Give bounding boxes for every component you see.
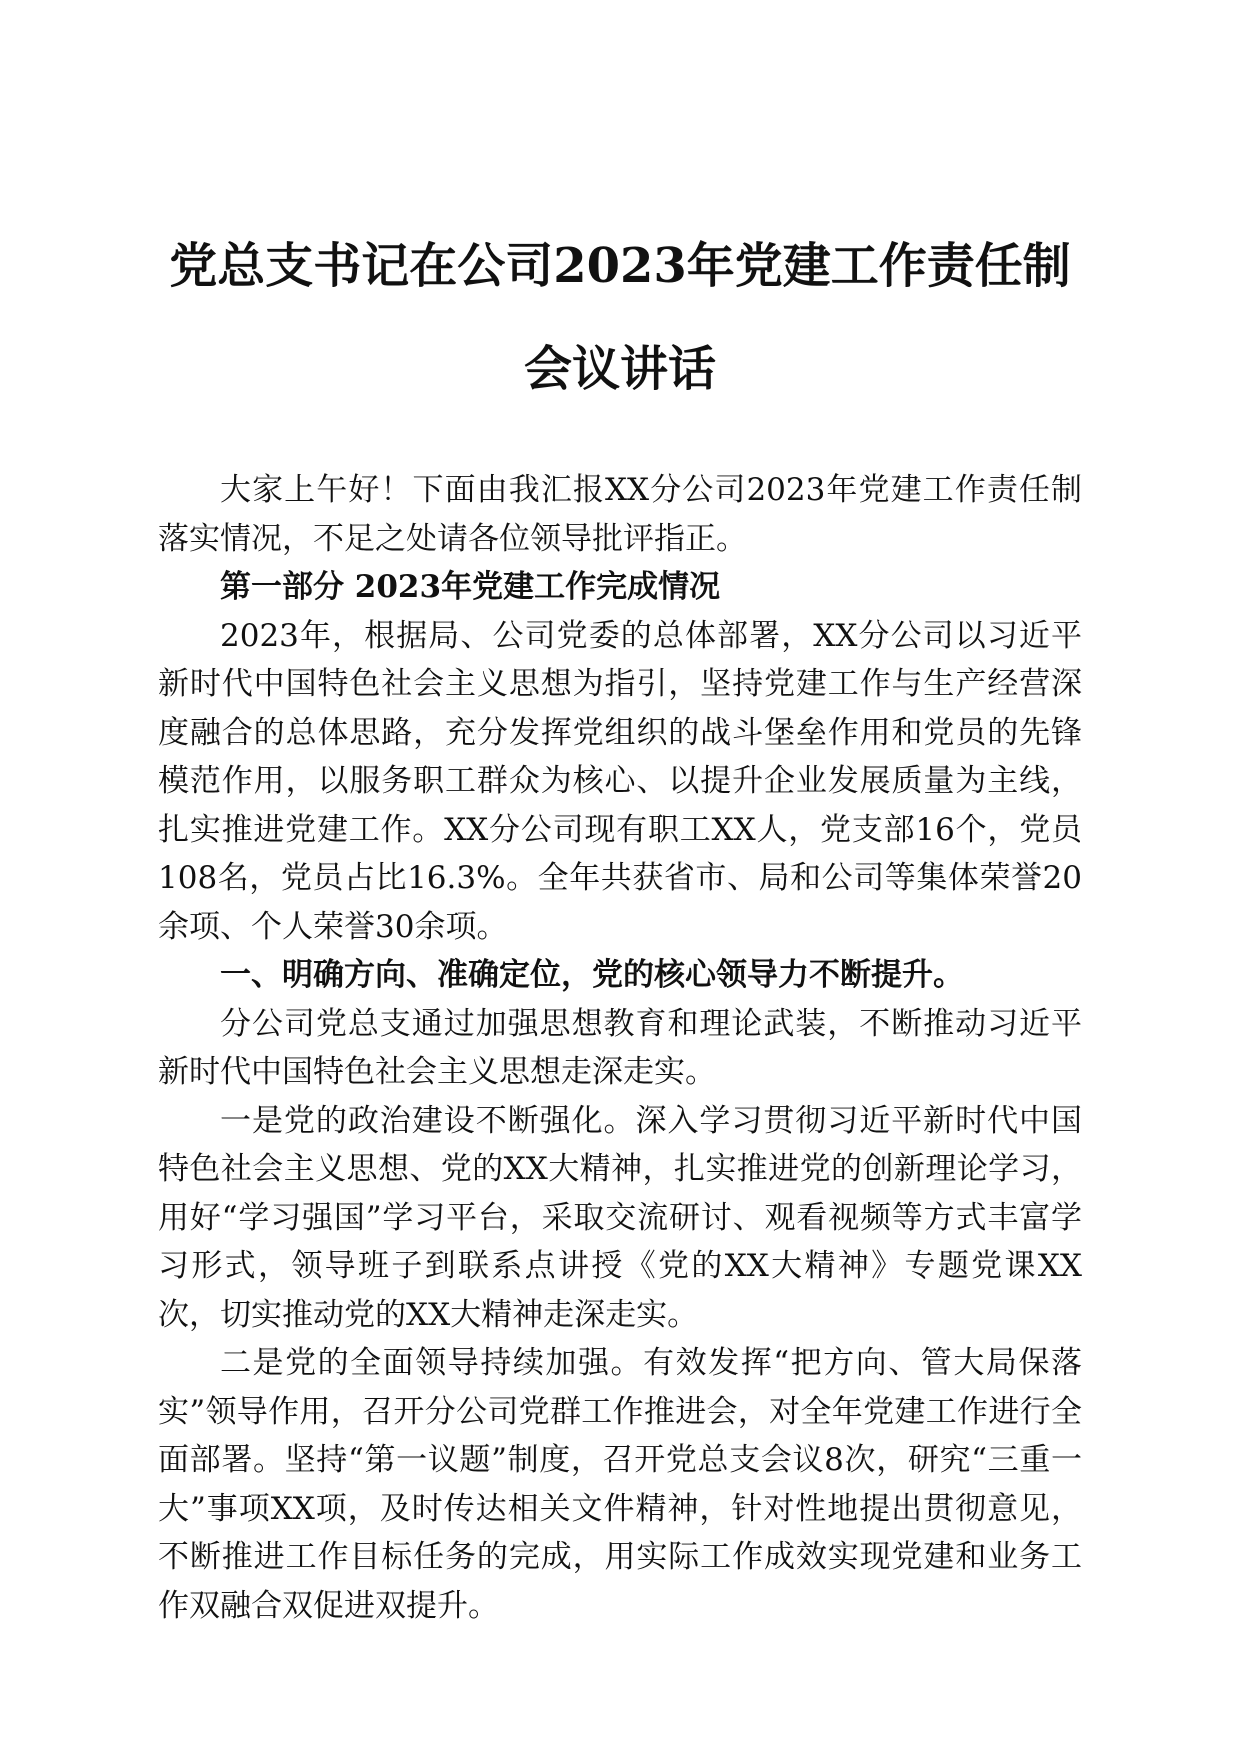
paragraph-greeting: 大家上午好！下面由我汇报XX分公司2023年党建工作责任制落实情况，不足之处请各位领导批评指正。 [158, 472, 1082, 557]
section-heading-one: 一、明确方向、准确定位，党的核心领导力不断提升。 [220, 957, 964, 993]
document-title: 党总支书记在公司2023年党建工作责任制会议讲话 [169, 238, 1071, 397]
paragraph-comprehensive-leadership: 二是党的全面领导持续加强。有效发挥“把方向、管大局保落实”领导作用，召开分公司党群工作推进会，对全年党建工作进行全面部署。坚持“第一议题”制度，召开党总支会议8次，研究“三重一大”事项XX项，及时传达相关文件精神，针对性地提出贯彻意见，不断推进工作目标任务的完成，用实际工作成效实现党建和业务工作双融合双促进双提升。 [158, 1345, 1082, 1624]
section-heading-part-one: 第一部分 2023年党建工作完成情况 [220, 569, 721, 605]
paragraph-overview: 2023年，根据局、公司党委的总体部署，XX分公司以习近平新时代中国特色社会主义思想为指引，坚持党建工作与生产经营深度融合的总体思路，充分发挥党组织的战斗堡垒作用和党员的先锋模范作用，以服务职工群众为核心、以提升企业发展质量为主线，扎实推进党建工作。XX分公司现有职工XX人，党支部16个，党员108名，党员占比16.3%。全年共获省市、局和公司等集体荣誉20余项、个人荣誉30余项。 [158, 617, 1082, 945]
paragraph-ideology: 分公司党总支通过加强思想教育和理论武装，不断推动习近平新时代中国特色社会主义思想走深走实。 [158, 1005, 1082, 1090]
paragraph-political-building: 一是党的政治建设不断强化。深入学习贯彻习近平新时代中国特色社会主义思想、党的XX大精神，扎实推进党的创新理论学习，用好“学习强国”学习平台，采取交流研讨、观看视频等方式丰富学习形式，领导班子到联系点讲授《党的XX大精神》专题党课XX次，切实推动党的XX大精神走深走实。 [158, 1102, 1082, 1333]
document-body [158, 466, 1082, 1630]
